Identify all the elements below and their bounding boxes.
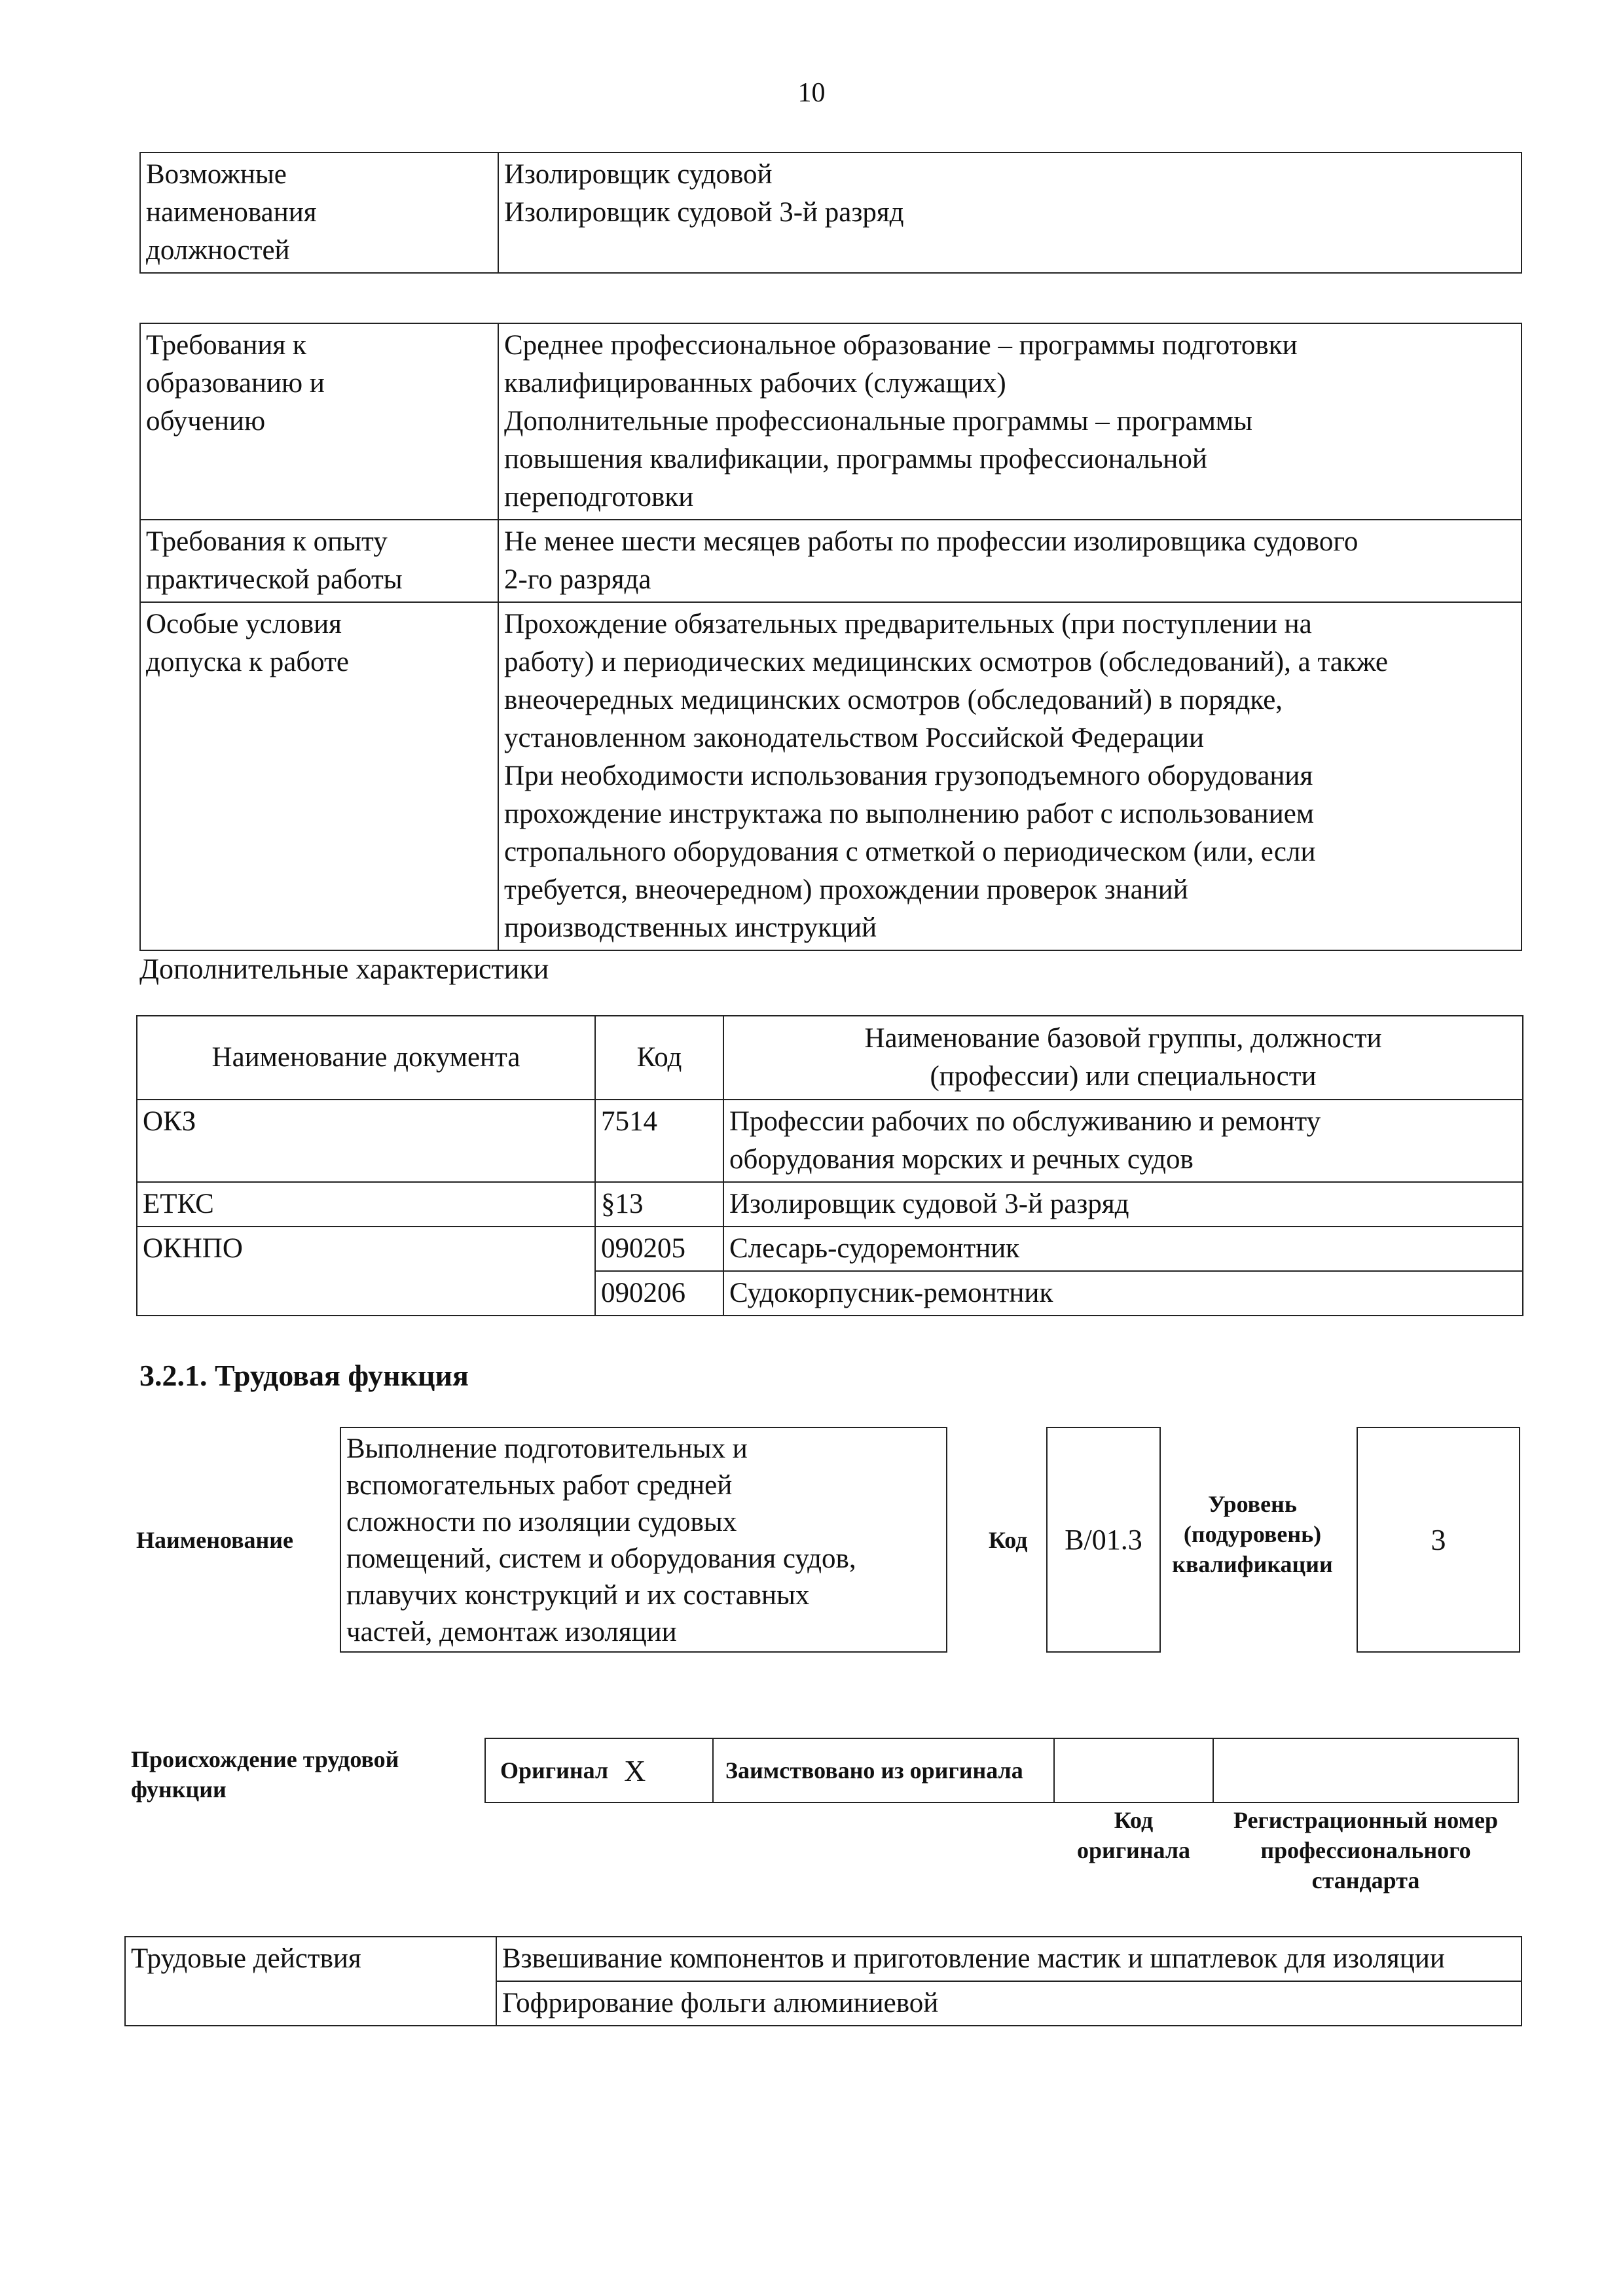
level-value: 3 <box>1431 1523 1446 1556</box>
labor-actions-label: Трудовые действия <box>125 1937 496 2026</box>
header-doc: Наименование документа <box>137 1016 595 1100</box>
additional-title: Дополнительные характеристики <box>139 953 549 985</box>
labor-actions-table <box>124 1936 1522 2026</box>
origin-original-cell <box>484 1738 714 1803</box>
name-cell: Судокорпусник-ремонтник <box>723 1271 1523 1316</box>
positions-table <box>139 152 1522 274</box>
table-row <box>137 1227 1523 1271</box>
function-code-value: B/01.3 <box>1065 1524 1142 1556</box>
requirement-label: Требования к опыту практической работы <box>140 520 498 602</box>
requirement-value: Прохождение обязательных предварительных (при поступлении на работу) и периодических медицинских осмотров (обследований), а также внеочередных медицинских осмотров (обследований) в порядке, установленном законодательством Российской Федерации При необходимости использования грузоподъемного оборудования прохождение инструктажа по выполнению работ с использованием стропального оборудования с отметкой о периодическом (или, если требуется, внеочередном) прохождении проверок знаний производственных инструкций <box>498 602 1522 950</box>
labor-action-item: Взвешивание компонентов и приготовление мастик и шпатлевок для изоляции <box>496 1937 1522 1981</box>
requirement-label: Требования к образованию и обучению <box>140 323 498 520</box>
function-code-box <box>1046 1427 1161 1653</box>
origin-label: Происхождение трудовой функции <box>131 1746 399 1803</box>
code-cell: 090205 <box>595 1227 723 1271</box>
additional-table <box>136 1015 1523 1316</box>
origin-reg-caption: Регистрационный номер профессионального стандарта <box>1233 1807 1499 1893</box>
function-code-label: Код <box>989 1527 1028 1553</box>
table-row <box>140 520 1522 602</box>
name-cell: Слесарь-судоремонтник <box>723 1227 1523 1271</box>
origin-reg-cell <box>1213 1738 1519 1803</box>
origin-code-cell <box>1053 1738 1214 1803</box>
origin-borrowed-label: Заимствовано из оригинала <box>725 1757 1023 1784</box>
function-title: 3.2.1. Трудовая функция <box>139 1359 469 1392</box>
table-header-row <box>137 1016 1523 1100</box>
requirement-value: Среднее профессиональное образование – программы подготовки квалифицированных рабочих (служащих) Дополнительные профессиональные программы – программы повышения квалификации, программы профессиональной переподготовки <box>498 323 1522 520</box>
origin-borrowed-cell <box>712 1738 1055 1803</box>
requirement-value: Не менее шести месяцев работы по профессии изолировщика судового 2-го разряда <box>498 520 1522 602</box>
function-name-label: Наименование <box>136 1527 293 1553</box>
origin-original-label: Оригинал <box>500 1757 609 1784</box>
doc-cell: ОКНПО <box>137 1227 595 1316</box>
positions-label: Возможные наименования должностей <box>140 152 498 273</box>
header-name: Наименование базовой группы, должности (профессии) или специальности <box>723 1016 1523 1100</box>
origin-mark: X <box>624 1753 646 1787</box>
requirement-label: Особые условия допуска к работе <box>140 602 498 950</box>
header-code: Код <box>595 1016 723 1100</box>
code-cell: §13 <box>595 1182 723 1227</box>
positions-values: Изолировщик судовой Изолировщик судовой 3-й разряд <box>498 152 1522 273</box>
table-row <box>140 323 1522 520</box>
origin-code-caption: Код оригинала <box>1076 1807 1191 1863</box>
name-cell: Профессии рабочих по обслуживанию и ремонту оборудования морских и речных судов <box>723 1100 1523 1182</box>
requirements-table <box>139 323 1522 951</box>
level-label: Уровень (подуровень) квалификации <box>1172 1491 1333 1577</box>
table-row <box>140 152 1522 273</box>
table-row <box>137 1182 1523 1227</box>
table-row <box>140 602 1522 950</box>
table-row <box>125 1937 1522 1981</box>
table-row <box>137 1100 1523 1182</box>
code-cell: 090206 <box>595 1271 723 1316</box>
function-name-box: Выполнение подготовительных и вспомогательных работ средней сложности по изоляции судовых помещений, систем и оборудования судов, плавучих конструкций и их составных частей, демонтаж изоляции <box>340 1427 947 1653</box>
doc-cell: ОКЗ <box>137 1100 595 1182</box>
doc-cell: ЕТКС <box>137 1182 595 1227</box>
level-box <box>1357 1427 1520 1653</box>
name-cell: Изолировщик судовой 3-й разряд <box>723 1182 1523 1227</box>
labor-action-item: Гофрирование фольги алюминиевой <box>496 1981 1522 2026</box>
page-number: 10 <box>797 78 826 108</box>
code-cell: 7514 <box>595 1100 723 1182</box>
